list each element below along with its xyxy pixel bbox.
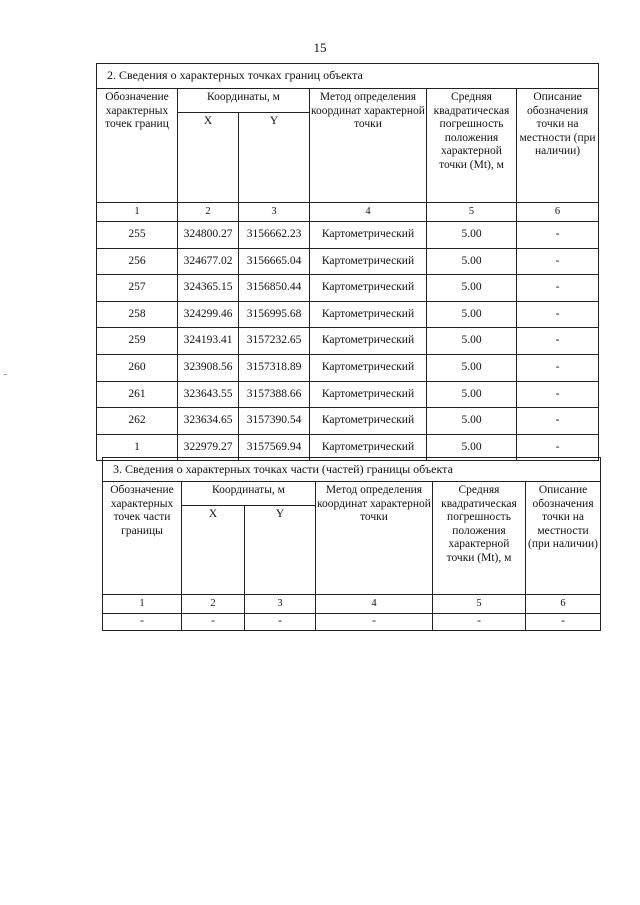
table-row [97, 222, 599, 249]
coord-y: - [245, 614, 316, 631]
boundary-points-table [96, 63, 599, 461]
coord-x: 323643.55 [178, 381, 239, 408]
method: Картометрический [310, 434, 427, 461]
point-id: 1 [97, 434, 178, 461]
column-number: 2 [182, 595, 245, 614]
error-value: - [433, 614, 526, 631]
header-x: X [178, 113, 239, 203]
column-number: 5 [427, 203, 517, 222]
description: - [517, 328, 599, 355]
description: - [517, 222, 599, 249]
coord-x: 324299.46 [178, 301, 239, 328]
table-row [97, 301, 599, 328]
coord-y: 3157390.54 [239, 408, 310, 435]
scan-mark [4, 374, 7, 375]
page-number: 15 [313, 40, 327, 55]
header-error: Средняя квадратическая погрешность положения характерной точки (Mt), м [427, 89, 517, 203]
error-value: 5.00 [427, 408, 517, 435]
column-number: 6 [526, 595, 601, 614]
coord-x: 324800.27 [178, 222, 239, 249]
coord-x: 324677.02 [178, 248, 239, 275]
header-coordinates: Координаты, м [182, 482, 316, 506]
description: - [517, 381, 599, 408]
column-number: 4 [316, 595, 433, 614]
error-value: 5.00 [427, 248, 517, 275]
method: Картометрический [310, 354, 427, 381]
coord-y: 3156850.44 [239, 275, 310, 302]
description: - [526, 614, 601, 631]
table-row [97, 381, 599, 408]
table-row [97, 328, 599, 355]
header-designation: Обозначение характерных точек части границы [103, 482, 182, 595]
coord-x: 322979.27 [178, 434, 239, 461]
method: Картометрический [310, 408, 427, 435]
header-designation: Обозначение характерных точек границ [97, 89, 178, 203]
point-id: 256 [97, 248, 178, 275]
method: - [316, 614, 433, 631]
coord-x: 324365.15 [178, 275, 239, 302]
point-id: 259 [97, 328, 178, 355]
coord-y: 3157232.65 [239, 328, 310, 355]
column-number: 1 [97, 203, 178, 222]
description: - [517, 354, 599, 381]
description: - [517, 301, 599, 328]
column-number-row [97, 203, 599, 222]
header-method: Метод определения координат характерной точки [316, 482, 433, 595]
description: - [517, 248, 599, 275]
point-id: 261 [97, 381, 178, 408]
header-coordinates: Координаты, м [178, 89, 310, 113]
error-value: 5.00 [427, 275, 517, 302]
coord-y: 3157388.66 [239, 381, 310, 408]
error-value: 5.00 [427, 301, 517, 328]
coord-x: 323634.65 [178, 408, 239, 435]
table-row [97, 275, 599, 302]
coord-y: 3157569.94 [239, 434, 310, 461]
error-value: 5.00 [427, 328, 517, 355]
coord-y: 3156662.23 [239, 222, 310, 249]
section-2-caption: 2. Сведения о характерных точках границ объекта [97, 64, 599, 89]
point-id: 258 [97, 301, 178, 328]
point-id: 255 [97, 222, 178, 249]
point-id: 262 [97, 408, 178, 435]
error-value: 5.00 [427, 354, 517, 381]
column-number-row [103, 595, 601, 614]
point-id: - [103, 614, 182, 631]
point-id: 260 [97, 354, 178, 381]
method: Картометрический [310, 275, 427, 302]
table-row [97, 248, 599, 275]
header-description: Описание обозначения точки на местности (при наличии) [526, 482, 601, 595]
column-number: 2 [178, 203, 239, 222]
column-number: 3 [239, 203, 310, 222]
column-number: 4 [310, 203, 427, 222]
table-row [97, 354, 599, 381]
coord-x: - [182, 614, 245, 631]
point-id: 257 [97, 275, 178, 302]
column-number: 1 [103, 595, 182, 614]
table-row [97, 408, 599, 435]
error-value: 5.00 [427, 222, 517, 249]
column-number: 6 [517, 203, 599, 222]
description: - [517, 434, 599, 461]
method: Картометрический [310, 328, 427, 355]
table-row [103, 614, 601, 631]
method: Картометрический [310, 222, 427, 249]
error-value: 5.00 [427, 381, 517, 408]
method: Картометрический [310, 381, 427, 408]
column-number: 3 [245, 595, 316, 614]
header-description: Описание обозначения точки на местности (при наличии) [517, 89, 599, 203]
header-x: X [182, 506, 245, 595]
method: Картометрический [310, 301, 427, 328]
coord-y: 3156665.04 [239, 248, 310, 275]
error-value: 5.00 [427, 434, 517, 461]
description: - [517, 408, 599, 435]
description: - [517, 275, 599, 302]
header-y: Y [245, 506, 316, 595]
header-error: Средняя квадратическая погрешность положения характерной точки (Mt), м [433, 482, 526, 595]
boundary-part-points-table [102, 457, 601, 631]
coord-y: 3156995.68 [239, 301, 310, 328]
coord-x: 324193.41 [178, 328, 239, 355]
method: Картометрический [310, 248, 427, 275]
header-y: Y [239, 113, 310, 203]
coord-x: 323908.56 [178, 354, 239, 381]
column-number: 5 [433, 595, 526, 614]
section-3-caption: 3. Сведения о характерных точках части (частей) границы объекта [103, 458, 601, 482]
coord-y: 3157318.89 [239, 354, 310, 381]
header-method: Метод определения координат характерной точки [310, 89, 427, 203]
